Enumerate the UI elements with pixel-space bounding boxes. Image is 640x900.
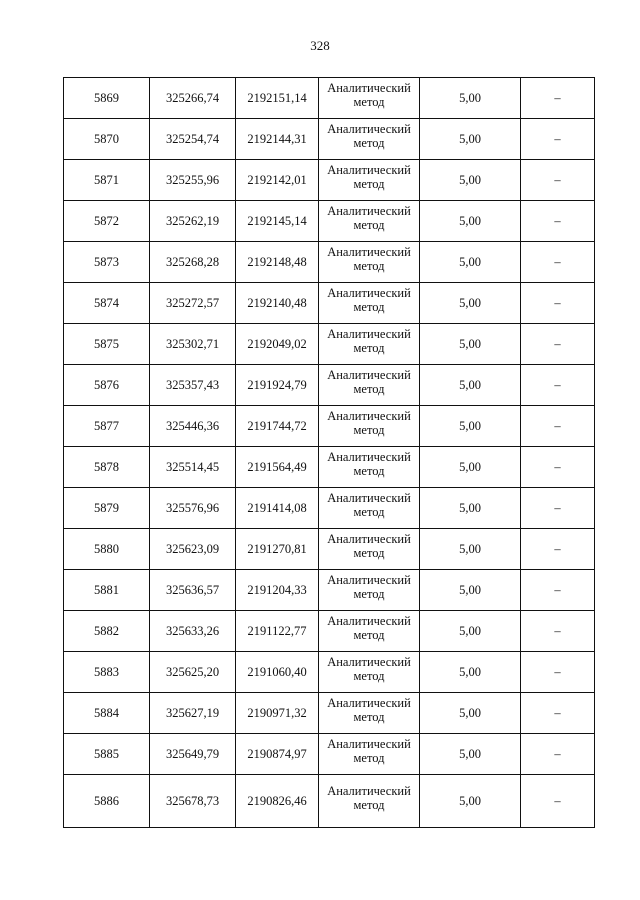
method-line-2: метод — [353, 505, 385, 519]
y-coordinate-cell: 2191924,79 — [236, 365, 319, 406]
accuracy-cell: 5,00 — [420, 734, 521, 775]
x-coordinate-cell: 325268,28 — [150, 242, 236, 283]
y-coordinate-cell: 2192144,31 — [236, 119, 319, 160]
y-coordinate-cell: 2190971,32 — [236, 693, 319, 734]
method-cell — [319, 242, 420, 283]
method-line-2: метод — [353, 464, 385, 478]
x-coordinate-cell: 325446,36 — [150, 406, 236, 447]
table-row — [64, 652, 595, 693]
note-cell: – — [521, 201, 595, 242]
x-coordinate-cell: 325255,96 — [150, 160, 236, 201]
table-row — [64, 242, 595, 283]
point-number-cell: 5872 — [64, 201, 150, 242]
point-number-cell: 5883 — [64, 652, 150, 693]
x-coordinate-cell: 325514,45 — [150, 447, 236, 488]
x-coordinate-cell: 325623,09 — [150, 529, 236, 570]
x-coordinate-cell: 325266,74 — [150, 78, 236, 119]
note-cell: – — [521, 160, 595, 201]
method-cell — [319, 78, 420, 119]
table-row — [64, 611, 595, 652]
note-cell: – — [521, 78, 595, 119]
x-coordinate-cell: 325625,20 — [150, 652, 236, 693]
table-row — [64, 119, 595, 160]
method-line-2: метод — [353, 95, 385, 109]
method-line-1: Аналитический — [327, 245, 411, 259]
note-cell: – — [521, 119, 595, 160]
note-cell: – — [521, 283, 595, 324]
method-cell — [319, 283, 420, 324]
accuracy-cell: 5,00 — [420, 447, 521, 488]
table-row — [64, 201, 595, 242]
y-coordinate-cell: 2191204,33 — [236, 570, 319, 611]
method-cell — [319, 693, 420, 734]
method-cell — [319, 201, 420, 242]
point-number-cell: 5886 — [64, 775, 150, 828]
point-number-cell: 5876 — [64, 365, 150, 406]
table-row — [64, 734, 595, 775]
method-cell — [319, 119, 420, 160]
method-cell — [319, 447, 420, 488]
y-coordinate-cell: 2192151,14 — [236, 78, 319, 119]
table-row — [64, 529, 595, 570]
method-line-1: Аналитический — [327, 163, 411, 177]
method-cell — [319, 734, 420, 775]
table-row — [64, 693, 595, 734]
method-line-1: Аналитический — [327, 368, 411, 382]
coordinates-table-body — [64, 78, 595, 828]
accuracy-cell: 5,00 — [420, 406, 521, 447]
method-line-2: метод — [353, 423, 385, 437]
accuracy-cell: 5,00 — [420, 529, 521, 570]
point-number-cell: 5874 — [64, 283, 150, 324]
x-coordinate-cell: 325272,57 — [150, 283, 236, 324]
note-cell: – — [521, 652, 595, 693]
note-cell: – — [521, 242, 595, 283]
method-line-1: Аналитический — [327, 737, 411, 751]
point-number-cell: 5882 — [64, 611, 150, 652]
accuracy-cell: 5,00 — [420, 78, 521, 119]
y-coordinate-cell: 2191414,08 — [236, 488, 319, 529]
y-coordinate-cell: 2190874,97 — [236, 734, 319, 775]
point-number-cell: 5873 — [64, 242, 150, 283]
accuracy-cell: 5,00 — [420, 119, 521, 160]
note-cell: – — [521, 447, 595, 488]
method-line-1: Аналитический — [327, 784, 411, 798]
y-coordinate-cell: 2191744,72 — [236, 406, 319, 447]
point-number-cell: 5879 — [64, 488, 150, 529]
method-line-2: метод — [353, 259, 385, 273]
table-row — [64, 488, 595, 529]
accuracy-cell: 5,00 — [420, 365, 521, 406]
y-coordinate-cell: 2192142,01 — [236, 160, 319, 201]
method-line-2: метод — [353, 546, 385, 560]
table-row — [64, 365, 595, 406]
accuracy-cell: 5,00 — [420, 775, 521, 828]
method-line-2: метод — [353, 382, 385, 396]
y-coordinate-cell: 2192049,02 — [236, 324, 319, 365]
method-line-2: метод — [353, 136, 385, 150]
point-number-cell: 5880 — [64, 529, 150, 570]
note-cell: – — [521, 775, 595, 828]
method-line-2: метод — [353, 341, 385, 355]
x-coordinate-cell: 325262,19 — [150, 201, 236, 242]
method-cell — [319, 365, 420, 406]
method-line-2: метод — [353, 218, 385, 232]
accuracy-cell: 5,00 — [420, 570, 521, 611]
table-row — [64, 447, 595, 488]
method-line-1: Аналитический — [327, 327, 411, 341]
note-cell: – — [521, 324, 595, 365]
accuracy-cell: 5,00 — [420, 652, 521, 693]
accuracy-cell: 5,00 — [420, 201, 521, 242]
y-coordinate-cell: 2192148,48 — [236, 242, 319, 283]
method-line-1: Аналитический — [327, 204, 411, 218]
note-cell: – — [521, 734, 595, 775]
table-row — [64, 160, 595, 201]
point-number-cell: 5885 — [64, 734, 150, 775]
x-coordinate-cell: 325302,71 — [150, 324, 236, 365]
method-cell — [319, 488, 420, 529]
method-line-2: метод — [353, 798, 385, 812]
method-line-2: метод — [353, 751, 385, 765]
coordinates-table — [63, 77, 595, 828]
point-number-cell: 5884 — [64, 693, 150, 734]
method-cell — [319, 652, 420, 693]
method-line-1: Аналитический — [327, 696, 411, 710]
method-line-1: Аналитический — [327, 286, 411, 300]
method-line-1: Аналитический — [327, 81, 411, 95]
x-coordinate-cell: 325254,74 — [150, 119, 236, 160]
y-coordinate-cell: 2192145,14 — [236, 201, 319, 242]
method-cell — [319, 570, 420, 611]
x-coordinate-cell: 325649,79 — [150, 734, 236, 775]
method-cell — [319, 406, 420, 447]
table-row — [64, 78, 595, 119]
accuracy-cell: 5,00 — [420, 283, 521, 324]
method-line-2: метод — [353, 587, 385, 601]
method-cell — [319, 611, 420, 652]
method-line-2: метод — [353, 710, 385, 724]
page-number: 328 — [310, 38, 330, 53]
accuracy-cell: 5,00 — [420, 160, 521, 201]
accuracy-cell: 5,00 — [420, 488, 521, 529]
note-cell: – — [521, 488, 595, 529]
table-row — [64, 406, 595, 447]
point-number-cell: 5881 — [64, 570, 150, 611]
note-cell: – — [521, 529, 595, 570]
note-cell: – — [521, 365, 595, 406]
method-line-1: Аналитический — [327, 122, 411, 136]
x-coordinate-cell: 325357,43 — [150, 365, 236, 406]
point-number-cell: 5871 — [64, 160, 150, 201]
method-cell — [319, 160, 420, 201]
point-number-cell: 5875 — [64, 324, 150, 365]
method-cell — [319, 529, 420, 570]
y-coordinate-cell: 2192140,48 — [236, 283, 319, 324]
note-cell: – — [521, 693, 595, 734]
x-coordinate-cell: 325636,57 — [150, 570, 236, 611]
accuracy-cell: 5,00 — [420, 693, 521, 734]
point-number-cell: 5878 — [64, 447, 150, 488]
method-cell — [319, 775, 420, 828]
method-line-1: Аналитический — [327, 491, 411, 505]
method-line-1: Аналитический — [327, 614, 411, 628]
method-line-2: метод — [353, 300, 385, 314]
note-cell: – — [521, 611, 595, 652]
table-row — [64, 324, 595, 365]
table-row — [64, 775, 595, 828]
y-coordinate-cell: 2191564,49 — [236, 447, 319, 488]
y-coordinate-cell: 2191122,77 — [236, 611, 319, 652]
point-number-cell: 5870 — [64, 119, 150, 160]
x-coordinate-cell: 325627,19 — [150, 693, 236, 734]
method-cell — [319, 324, 420, 365]
accuracy-cell: 5,00 — [420, 324, 521, 365]
y-coordinate-cell: 2190826,46 — [236, 775, 319, 828]
accuracy-cell: 5,00 — [420, 611, 521, 652]
x-coordinate-cell: 325576,96 — [150, 488, 236, 529]
method-line-2: метод — [353, 628, 385, 642]
table-row — [64, 570, 595, 611]
method-line-1: Аналитический — [327, 409, 411, 423]
method-line-1: Аналитический — [327, 573, 411, 587]
x-coordinate-cell: 325678,73 — [150, 775, 236, 828]
accuracy-cell: 5,00 — [420, 242, 521, 283]
note-cell: – — [521, 406, 595, 447]
note-cell: – — [521, 570, 595, 611]
x-coordinate-cell: 325633,26 — [150, 611, 236, 652]
point-number-cell: 5869 — [64, 78, 150, 119]
y-coordinate-cell: 2191060,40 — [236, 652, 319, 693]
method-line-1: Аналитический — [327, 655, 411, 669]
method-line-1: Аналитический — [327, 532, 411, 546]
method-line-1: Аналитический — [327, 450, 411, 464]
table-row — [64, 283, 595, 324]
method-line-2: метод — [353, 177, 385, 191]
y-coordinate-cell: 2191270,81 — [236, 529, 319, 570]
point-number-cell: 5877 — [64, 406, 150, 447]
method-line-2: метод — [353, 669, 385, 683]
